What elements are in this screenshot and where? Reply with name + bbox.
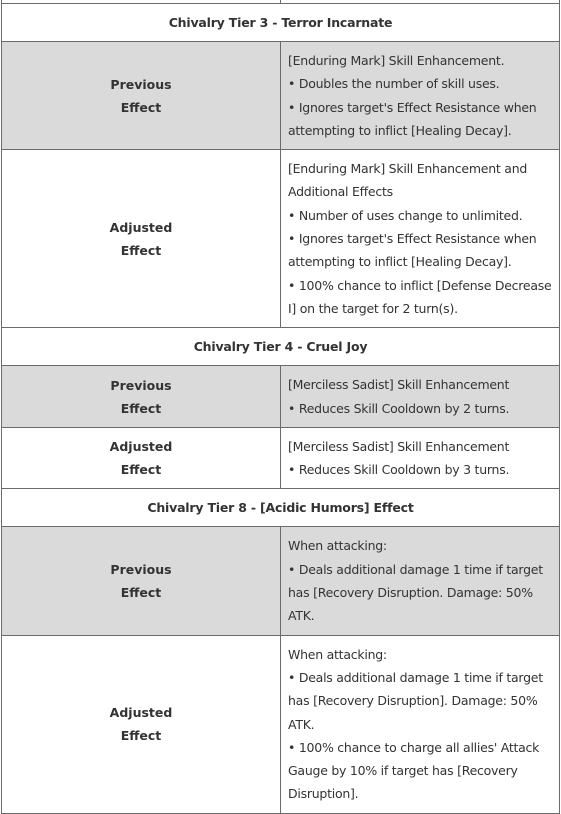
effect-line: • 100% chance to charge all allies' Attack Gauge by 10% if target has [Recovery Disruption]. bbox=[288, 739, 540, 802]
effect-line: • Deals additional damage 1 time if target has [Recovery Disruption]. Damage: 50% ATK. bbox=[288, 669, 543, 732]
effect-line: When attacking: bbox=[288, 646, 387, 662]
previous-effect-row bbox=[2, 42, 560, 150]
label-line: Effect bbox=[120, 242, 162, 258]
label-line: Effect bbox=[120, 462, 162, 478]
previous-effect-text bbox=[281, 42, 560, 150]
adjusted-effect-row bbox=[2, 427, 560, 489]
adjusted-effect-text bbox=[281, 635, 560, 813]
section-title: Chivalry Tier 8 - [Acidic Humors] Effect bbox=[2, 489, 560, 527]
effect-line: • Reduces Skill Cooldown by 2 turns. bbox=[288, 400, 510, 416]
label-line: Effect bbox=[120, 400, 162, 416]
previous-effect-label bbox=[2, 527, 281, 635]
effect-line: • Ignores target's Effect Resistance when attempting to inflict [Healing Decay]. bbox=[288, 231, 537, 270]
effect-line: • 100% chance to inflict [Defense Decrease I] on the target for 2 turn(s). bbox=[288, 277, 552, 316]
label-line: Previous bbox=[110, 377, 172, 393]
skill-change-table bbox=[1, 0, 560, 814]
label-line: Adjusted bbox=[109, 439, 173, 455]
effect-line: [Merciless Sadist] Skill Enhancement bbox=[288, 438, 510, 454]
label-line: Adjusted bbox=[109, 705, 173, 721]
section-title: Chivalry Tier 4 - Cruel Joy bbox=[2, 328, 560, 366]
effect-line: • Deals additional damage 1 time if target has [Recovery Disruption. Damage: 50% ATK. bbox=[288, 561, 543, 624]
effect-line: • Reduces Skill Cooldown by 3 turns. bbox=[288, 462, 510, 478]
effect-line: • Number of uses change to unlimited. bbox=[288, 207, 523, 223]
section-header-row bbox=[2, 328, 560, 366]
effect-line: [Enduring Mark] Skill Enhancement. bbox=[288, 53, 505, 68]
effect-line: • Ignores target's Effect Resistance when attempting to inflict [Healing Decay]. bbox=[288, 99, 537, 138]
previous-effect-text bbox=[281, 527, 560, 635]
adjusted-effect-label bbox=[2, 635, 281, 813]
adjusted-effect-row bbox=[2, 150, 560, 328]
label-line: Adjusted bbox=[109, 219, 173, 235]
section-header-row bbox=[2, 4, 560, 42]
section-header-row bbox=[2, 489, 560, 527]
previous-effect-text bbox=[281, 366, 560, 428]
section-title: Chivalry Tier 3 - Terror Incarnate bbox=[2, 4, 560, 42]
previous-effect-row bbox=[2, 366, 560, 428]
previous-effect-label bbox=[2, 42, 281, 150]
effect-line: [Enduring Mark] Skill Enhancement and Additional Effects bbox=[288, 161, 528, 200]
label-line: Previous bbox=[110, 76, 172, 92]
adjusted-effect-label bbox=[2, 427, 281, 489]
effect-line: When attacking: bbox=[288, 538, 387, 554]
label-line: Effect bbox=[120, 99, 162, 115]
effect-line: [Merciless Sadist] Skill Enhancement bbox=[288, 377, 510, 393]
adjusted-effect-text bbox=[281, 150, 560, 328]
adjusted-effect-label bbox=[2, 150, 281, 328]
label-line: Previous bbox=[110, 562, 172, 578]
label-line: Effect bbox=[120, 728, 162, 744]
previous-effect-label bbox=[2, 366, 281, 428]
previous-effect-row bbox=[2, 527, 560, 635]
effect-line: • Doubles the number of skill uses. bbox=[288, 76, 500, 92]
adjusted-effect-text bbox=[281, 427, 560, 489]
adjusted-effect-row bbox=[2, 635, 560, 813]
label-line: Effect bbox=[120, 585, 162, 601]
